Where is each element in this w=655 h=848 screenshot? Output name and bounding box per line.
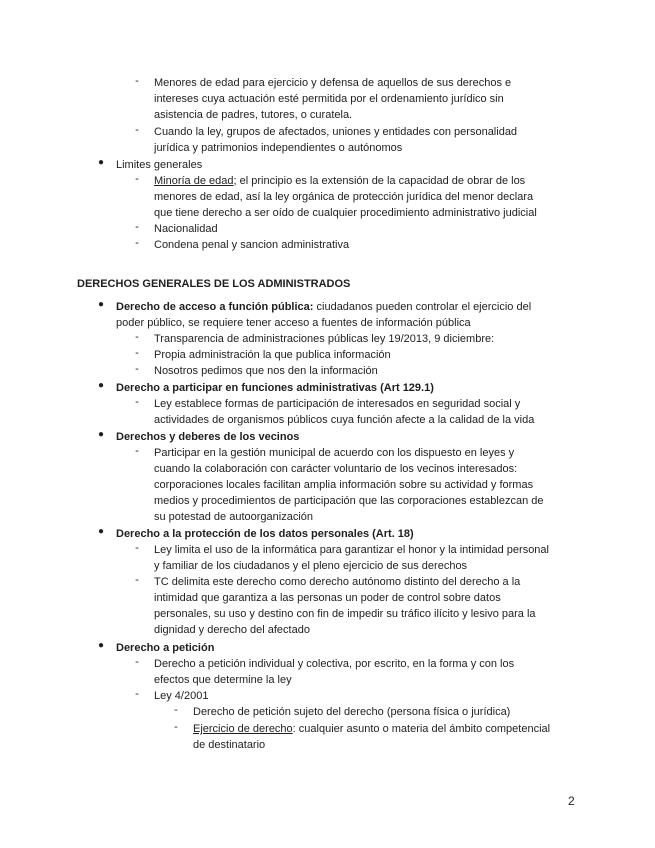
list-item-limites: Limites generales — [116, 159, 203, 171]
bullet-marker: ● — [97, 299, 105, 310]
list-item-peticion — [116, 640, 214, 656]
list-item-sujeto: Derecho de petición sujeto del derecho (persona física o jurídica) — [193, 706, 511, 718]
list-item-vecinos-cont: cuando la colaboración con carácter voluntario de los vecinos interesados: — [154, 463, 518, 475]
list-item-ejercicio — [193, 721, 550, 737]
list-item-ejercicio-cont: de destinatario — [193, 739, 266, 751]
dash-marker: - — [135, 688, 139, 700]
list-item-ley4: Ley 4/2001 — [154, 690, 209, 702]
ejercicio-term: Ejercicio de derecho — [193, 723, 293, 735]
list-item-tc-cont: personales, su uso y destino con fin de impedir su tráfico ilícito y lesivo para la — [154, 608, 536, 620]
dash-marker: - — [135, 124, 139, 136]
minoria-term: Minoría de edad — [154, 175, 234, 187]
dash-marker: - — [135, 347, 139, 359]
list-item-peticion-sub: Derecho a petición individual y colectiva, por escrito, en la forma y con los — [154, 658, 515, 670]
dash-marker: - — [135, 656, 139, 668]
bullet-marker: ● — [97, 429, 105, 440]
list-item-ley: Cuando la ley, grupos de afectados, uniones y entidades con personalidad — [154, 126, 518, 138]
list-item-tc: TC delimita este derecho como derecho autónomo distinto del derecho a la — [154, 576, 521, 588]
minoria-text: ; el principio es la extensión de la capacidad de obrar de los — [233, 175, 526, 187]
list-item-minoria-cont: menores de edad, así la ley orgánica de protección jurídica del menor declara — [154, 191, 534, 203]
participar-term: Derecho a participar en funciones administrativas (Art 129.1) — [116, 382, 434, 394]
vecinos-term: Derechos y deberes de los vecinos — [116, 431, 300, 443]
dash-marker: - — [135, 396, 139, 408]
list-item-acceso — [116, 299, 531, 315]
bullet-marker: ● — [97, 640, 105, 651]
list-item-peticion-cont: efectos que determine la ley — [154, 674, 292, 686]
list-item-menores: Menores de edad para ejercicio y defensa de aquellos de sus derechos e — [154, 77, 512, 89]
dash-marker: - — [174, 721, 178, 733]
list-item-nacionalidad: Nacionalidad — [154, 223, 218, 235]
page-number: 2 — [568, 794, 575, 808]
dash-marker: - — [135, 445, 139, 457]
list-item-vecinos-sub: Participar en la gestión municipal de acuerdo con los dispuesto en leyes y — [154, 447, 515, 459]
section-heading: DERECHOS GENERALES DE LOS ADMINISTRADOS — [77, 278, 351, 290]
list-item-participar-sub: Ley establece formas de participación de interesados en seguridad social y — [154, 398, 521, 410]
dash-marker: - — [135, 574, 139, 586]
acceso-text: ciudadanos pueden controlar el ejercicio del — [313, 301, 532, 313]
list-item-minoria — [154, 173, 525, 189]
ejercicio-text: : cualquier asunto o materia del ámbito competencial — [292, 723, 551, 735]
list-item-condena: Condena penal y sancion administrativa — [154, 239, 350, 251]
list-item-datos-cont: y familiar de los ciudadanos y el pleno ejercicio de sus derechos — [154, 560, 468, 572]
list-item-nosotros: Nosotros pedimos que nos den la información — [154, 365, 378, 377]
list-item-vecinos-cont: medios y procedimientos de participación que las corporaciones establezcan de — [154, 495, 544, 507]
list-item-tc-cont: intimidad que garantiza a las personas un poder de control sobre datos — [154, 592, 501, 604]
bullet-marker: ● — [97, 526, 105, 537]
peticion-term: Derecho a petición — [116, 642, 215, 654]
datos-term: Derecho a la protección de los datos personales (Art. 18) — [116, 528, 414, 540]
dash-marker: - — [135, 331, 139, 343]
list-item-vecinos-cont: corporaciones locales facilitan amplia información sobre su actividad y formas — [154, 479, 534, 491]
list-item-minoria-cont: que tiene derecho a ser oído de cualquier procedimiento administrativo judicial — [154, 207, 537, 219]
list-item-menores-cont: asistencia de padres, tutores, o curatela. — [154, 109, 353, 121]
list-item-datos — [116, 526, 414, 542]
list-item-propia: Propia administración la que publica información — [154, 349, 391, 361]
bullet-marker: ● — [97, 380, 105, 391]
list-item-vecinos — [116, 429, 299, 445]
dash-marker: - — [135, 237, 139, 249]
list-item-tc-cont: dignidad y derecho del afectado — [154, 624, 310, 636]
list-item-participar-cont: actividades de organismos públicos cuya función afecte a la calidad de la vida — [154, 414, 535, 426]
list-item-vecinos-cont: su potestad de autoorganización — [154, 511, 314, 523]
dash-marker: - — [135, 173, 139, 185]
bullet-marker: ● — [97, 157, 105, 168]
list-item-ley-cont: jurídica y patrimonios independientes o autónomos — [154, 142, 403, 154]
list-item-transparencia: Transparencia de administraciones públicas ley 19/2013, 9 diciembre: — [154, 333, 495, 345]
acceso-term: Derecho de acceso a función pública: — [116, 301, 314, 313]
list-item-participar — [116, 380, 434, 396]
dash-marker: - — [135, 75, 139, 87]
list-item-menores-cont: intereses cuya actuación esté permitida por el ordenamiento jurídico sin — [154, 93, 504, 105]
dash-marker: - — [135, 542, 139, 554]
list-item-datos-sub: Ley limita el uso de la informática para garantizar el honor y la intimidad personal — [154, 544, 549, 556]
dash-marker: - — [135, 221, 139, 233]
dash-marker: - — [174, 704, 178, 716]
dash-marker: - — [135, 363, 139, 375]
list-item-acceso-cont: poder público, se requiere tener acceso a fuentes de información pública — [116, 317, 471, 329]
